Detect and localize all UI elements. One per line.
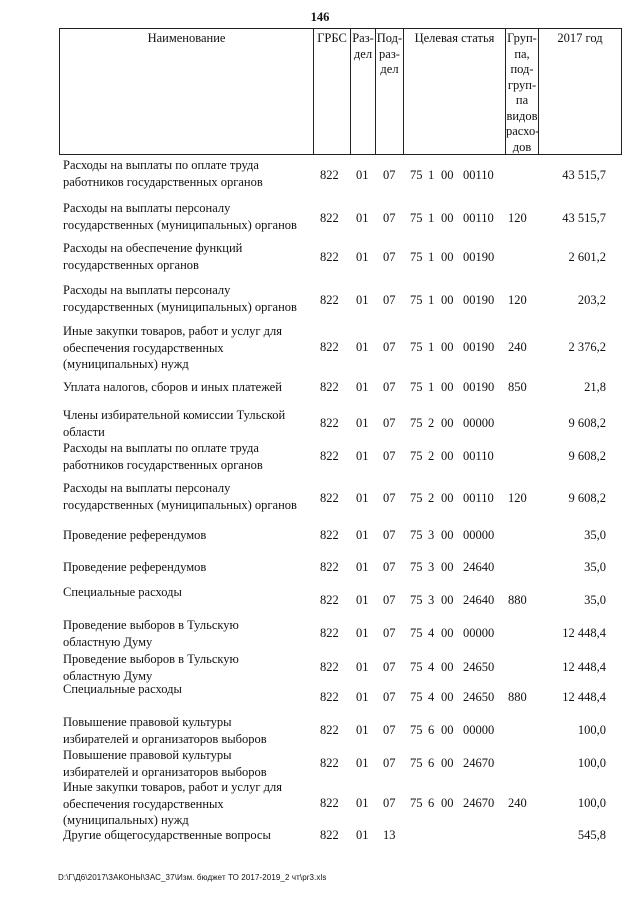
row-sum: 100,0 bbox=[577, 796, 606, 810]
row-b: 1 bbox=[428, 293, 435, 307]
row-name: Проведение референдумов bbox=[63, 528, 207, 542]
row-grbs: 822 bbox=[320, 211, 339, 225]
row-pr: 07 bbox=[383, 528, 396, 542]
row-a: 75 bbox=[410, 416, 423, 430]
row-d: 00110 bbox=[463, 449, 494, 463]
row-a: 75 bbox=[410, 723, 423, 737]
row-d: 00110 bbox=[463, 168, 494, 182]
row-vr: 240 bbox=[508, 796, 527, 810]
row-d: 00000 bbox=[463, 626, 495, 640]
row-vr: 880 bbox=[508, 690, 527, 704]
row-name: Проведение выборов в Тульскую областную Думу bbox=[63, 618, 239, 649]
row-rz: 01 bbox=[356, 626, 369, 640]
row-sum: 9 608,2 bbox=[568, 449, 606, 463]
row-pr: 07 bbox=[383, 491, 396, 505]
row-sum: 35,0 bbox=[584, 528, 606, 542]
row-b: 6 bbox=[428, 756, 435, 770]
header-razdel: Раз- дел bbox=[352, 31, 374, 61]
row-sum: 43 515,7 bbox=[562, 168, 606, 182]
row-rz: 01 bbox=[356, 828, 369, 842]
row-a: 75 bbox=[410, 528, 423, 542]
row-a: 75 bbox=[410, 660, 423, 674]
row-b: 4 bbox=[428, 626, 435, 640]
row-pr: 07 bbox=[383, 626, 396, 640]
row-name: Расходы на обеспечение функций государственных органов bbox=[63, 241, 243, 272]
row-b: 1 bbox=[428, 340, 435, 354]
row-pr: 07 bbox=[383, 211, 396, 225]
row-d: 00000 bbox=[463, 416, 495, 430]
row-pr: 07 bbox=[383, 593, 396, 607]
header-group: Груп- па, под- груп- па видов расхо- дов bbox=[506, 31, 540, 154]
row-c: 00 bbox=[441, 660, 454, 674]
row-c: 00 bbox=[441, 416, 454, 430]
row-c: 00 bbox=[441, 528, 454, 542]
row-grbs: 822 bbox=[320, 528, 339, 542]
row-name: Специальные расходы bbox=[63, 585, 182, 599]
row-b: 6 bbox=[428, 796, 435, 810]
row-rz: 01 bbox=[356, 690, 369, 704]
row-rz: 01 bbox=[356, 250, 369, 264]
row-vr: 880 bbox=[508, 593, 527, 607]
row-b: 6 bbox=[428, 723, 435, 737]
row-name: Проведение референдумов bbox=[63, 560, 207, 574]
row-grbs: 822 bbox=[320, 828, 339, 842]
row-c: 00 bbox=[441, 449, 454, 463]
row-name: Повышение правовой культуры избирателей и организаторов выборов bbox=[63, 715, 267, 746]
row-pr: 07 bbox=[383, 449, 396, 463]
row-d: 00000 bbox=[463, 528, 495, 542]
row-d: 24650 bbox=[463, 660, 495, 674]
row-name: Повышение правовой культуры избирателей и организаторов выборов bbox=[63, 748, 267, 779]
row-name: Специальные расходы bbox=[63, 682, 182, 696]
row-b: 4 bbox=[428, 660, 435, 674]
row-b: 2 bbox=[428, 416, 435, 430]
row-c: 00 bbox=[441, 560, 454, 574]
row-d: 24670 bbox=[463, 756, 495, 770]
row-name: Другие общегосударственные вопросы bbox=[63, 828, 271, 842]
row-sum: 12 448,4 bbox=[562, 626, 606, 640]
header-grbs: ГРБС bbox=[317, 31, 347, 45]
header-divider bbox=[403, 28, 404, 155]
row-grbs: 822 bbox=[320, 723, 339, 737]
row-sum: 12 448,4 bbox=[562, 660, 606, 674]
row-sum: 2 601,2 bbox=[568, 250, 606, 264]
row-c: 00 bbox=[441, 250, 454, 264]
row-name: Расходы на выплаты персоналу государственных (муниципальных) органов bbox=[63, 201, 297, 232]
row-d: 00190 bbox=[463, 340, 495, 354]
row-name: Расходы на выплаты по оплате труда работников государственных органов bbox=[63, 158, 263, 189]
row-d: 24650 bbox=[463, 690, 495, 704]
row-rz: 01 bbox=[356, 416, 369, 430]
row-c: 00 bbox=[441, 723, 454, 737]
header-podrazdel: Под- раз- дел bbox=[376, 31, 403, 76]
header-name: Наименование bbox=[147, 31, 226, 45]
row-vr: 120 bbox=[508, 491, 527, 505]
row-d: 00000 bbox=[463, 723, 495, 737]
row-rz: 01 bbox=[356, 660, 369, 674]
row-pr: 07 bbox=[383, 690, 396, 704]
row-b: 4 bbox=[428, 690, 435, 704]
row-a: 75 bbox=[410, 491, 423, 505]
row-grbs: 822 bbox=[320, 340, 339, 354]
row-c: 00 bbox=[441, 491, 454, 505]
row-grbs: 822 bbox=[320, 560, 339, 574]
row-d: 00110 bbox=[463, 491, 494, 505]
row-name: Члены избирательной комиссии Тульской области bbox=[63, 408, 286, 439]
row-sum: 100,0 bbox=[577, 723, 606, 737]
row-pr: 07 bbox=[383, 250, 396, 264]
row-pr: 07 bbox=[383, 340, 396, 354]
row-b: 2 bbox=[428, 491, 435, 505]
row-d: 00190 bbox=[463, 293, 495, 307]
row-c: 00 bbox=[441, 293, 454, 307]
row-sum: 12 448,4 bbox=[562, 690, 606, 704]
row-sum: 2 376,2 bbox=[568, 340, 606, 354]
row-d: 24670 bbox=[463, 796, 495, 810]
row-name: Иные закупки товаров, работ и услуг для обеспечения государственных (муниципальных) нужд bbox=[63, 324, 283, 371]
row-a: 75 bbox=[410, 756, 423, 770]
row-name: Иные закупки товаров, работ и услуг для обеспечения государственных (муниципальных) нужд bbox=[63, 780, 283, 827]
row-sum: 35,0 bbox=[584, 593, 606, 607]
row-b: 1 bbox=[428, 250, 435, 264]
row-pr: 07 bbox=[383, 756, 396, 770]
row-c: 00 bbox=[441, 380, 454, 394]
row-pr: 07 bbox=[383, 723, 396, 737]
row-name: Уплата налогов, сборов и иных платежей bbox=[63, 380, 282, 394]
row-b: 1 bbox=[428, 168, 435, 182]
row-sum: 9 608,2 bbox=[568, 491, 606, 505]
row-a: 75 bbox=[410, 211, 423, 225]
row-rz: 01 bbox=[356, 380, 369, 394]
row-sum: 545,8 bbox=[577, 828, 606, 842]
row-a: 75 bbox=[410, 690, 423, 704]
header-target: Целевая статья bbox=[414, 31, 495, 45]
row-c: 00 bbox=[441, 593, 454, 607]
row-grbs: 822 bbox=[320, 796, 339, 810]
row-sum: 100,0 bbox=[577, 756, 606, 770]
page-number: 146 bbox=[310, 10, 330, 24]
row-a: 75 bbox=[410, 560, 423, 574]
row-d: 24640 bbox=[463, 593, 495, 607]
row-pr: 07 bbox=[383, 380, 396, 394]
row-sum: 43 515,7 bbox=[562, 211, 606, 225]
row-b: 3 bbox=[428, 593, 435, 607]
row-vr: 120 bbox=[508, 211, 527, 225]
row-d: 00190 bbox=[463, 250, 495, 264]
row-rz: 01 bbox=[356, 293, 369, 307]
row-vr: 240 bbox=[508, 340, 527, 354]
row-b: 2 bbox=[428, 449, 435, 463]
row-d: 24640 bbox=[463, 560, 495, 574]
row-sum: 203,2 bbox=[577, 293, 606, 307]
row-grbs: 822 bbox=[320, 756, 339, 770]
row-a: 75 bbox=[410, 626, 423, 640]
row-b: 3 bbox=[428, 528, 435, 542]
row-grbs: 822 bbox=[320, 690, 339, 704]
row-sum: 21,8 bbox=[584, 380, 606, 394]
row-c: 00 bbox=[441, 211, 454, 225]
row-pr: 07 bbox=[383, 293, 396, 307]
row-rz: 01 bbox=[356, 449, 369, 463]
row-b: 1 bbox=[428, 380, 435, 394]
row-grbs: 822 bbox=[320, 168, 339, 182]
row-rz: 01 bbox=[356, 560, 369, 574]
row-grbs: 822 bbox=[320, 380, 339, 394]
row-c: 00 bbox=[441, 626, 454, 640]
row-rz: 01 bbox=[356, 491, 369, 505]
header-year: 2017 год bbox=[557, 31, 603, 45]
row-rz: 01 bbox=[356, 211, 369, 225]
row-a: 75 bbox=[410, 250, 423, 264]
row-b: 1 bbox=[428, 211, 435, 225]
row-c: 00 bbox=[441, 340, 454, 354]
row-grbs: 822 bbox=[320, 660, 339, 674]
row-grbs: 822 bbox=[320, 449, 339, 463]
row-c: 00 bbox=[441, 168, 454, 182]
row-grbs: 822 bbox=[320, 293, 339, 307]
row-pr: 07 bbox=[383, 560, 396, 574]
row-grbs: 822 bbox=[320, 416, 339, 430]
row-a: 75 bbox=[410, 380, 423, 394]
row-sum: 9 608,2 bbox=[568, 416, 606, 430]
row-vr: 120 bbox=[508, 293, 527, 307]
row-a: 75 bbox=[410, 340, 423, 354]
row-rz: 01 bbox=[356, 796, 369, 810]
row-c: 00 bbox=[441, 690, 454, 704]
row-pr: 07 bbox=[383, 416, 396, 430]
row-grbs: 822 bbox=[320, 593, 339, 607]
row-grbs: 822 bbox=[320, 250, 339, 264]
row-a: 75 bbox=[410, 168, 423, 182]
row-pr: 07 bbox=[383, 168, 396, 182]
row-rz: 01 bbox=[356, 340, 369, 354]
row-a: 75 bbox=[410, 593, 423, 607]
row-rz: 01 bbox=[356, 723, 369, 737]
row-pr: 07 bbox=[383, 796, 396, 810]
header-divider bbox=[313, 28, 314, 155]
row-name: Расходы на выплаты персоналу государственных (муниципальных) органов bbox=[63, 283, 297, 314]
row-grbs: 822 bbox=[320, 626, 339, 640]
row-pr: 07 bbox=[383, 660, 396, 674]
row-a: 75 bbox=[410, 796, 423, 810]
row-pr: 13 bbox=[383, 828, 396, 842]
row-b: 3 bbox=[428, 560, 435, 574]
row-d: 00190 bbox=[463, 380, 495, 394]
row-a: 75 bbox=[410, 449, 423, 463]
file-path-footer: D:\Г\Д6\2017\ЗАКОНЫ\ЗАС_37\Изм. бюджет ТО 2017-2019_2 чт\pr3.xls bbox=[58, 873, 327, 882]
row-c: 00 bbox=[441, 796, 454, 810]
row-d: 00110 bbox=[463, 211, 494, 225]
row-rz: 01 bbox=[356, 756, 369, 770]
row-grbs: 822 bbox=[320, 491, 339, 505]
row-sum: 35,0 bbox=[584, 560, 606, 574]
row-a: 75 bbox=[410, 293, 423, 307]
row-rz: 01 bbox=[356, 528, 369, 542]
row-c: 00 bbox=[441, 756, 454, 770]
row-name: Расходы на выплаты по оплате труда работников государственных органов bbox=[63, 441, 263, 472]
row-rz: 01 bbox=[356, 168, 369, 182]
row-vr: 850 bbox=[508, 380, 527, 394]
row-name: Проведение выборов в Тульскую областную Думу bbox=[63, 652, 239, 683]
row-rz: 01 bbox=[356, 593, 369, 607]
row-name: Расходы на выплаты персоналу государственных (муниципальных) органов bbox=[63, 481, 297, 512]
